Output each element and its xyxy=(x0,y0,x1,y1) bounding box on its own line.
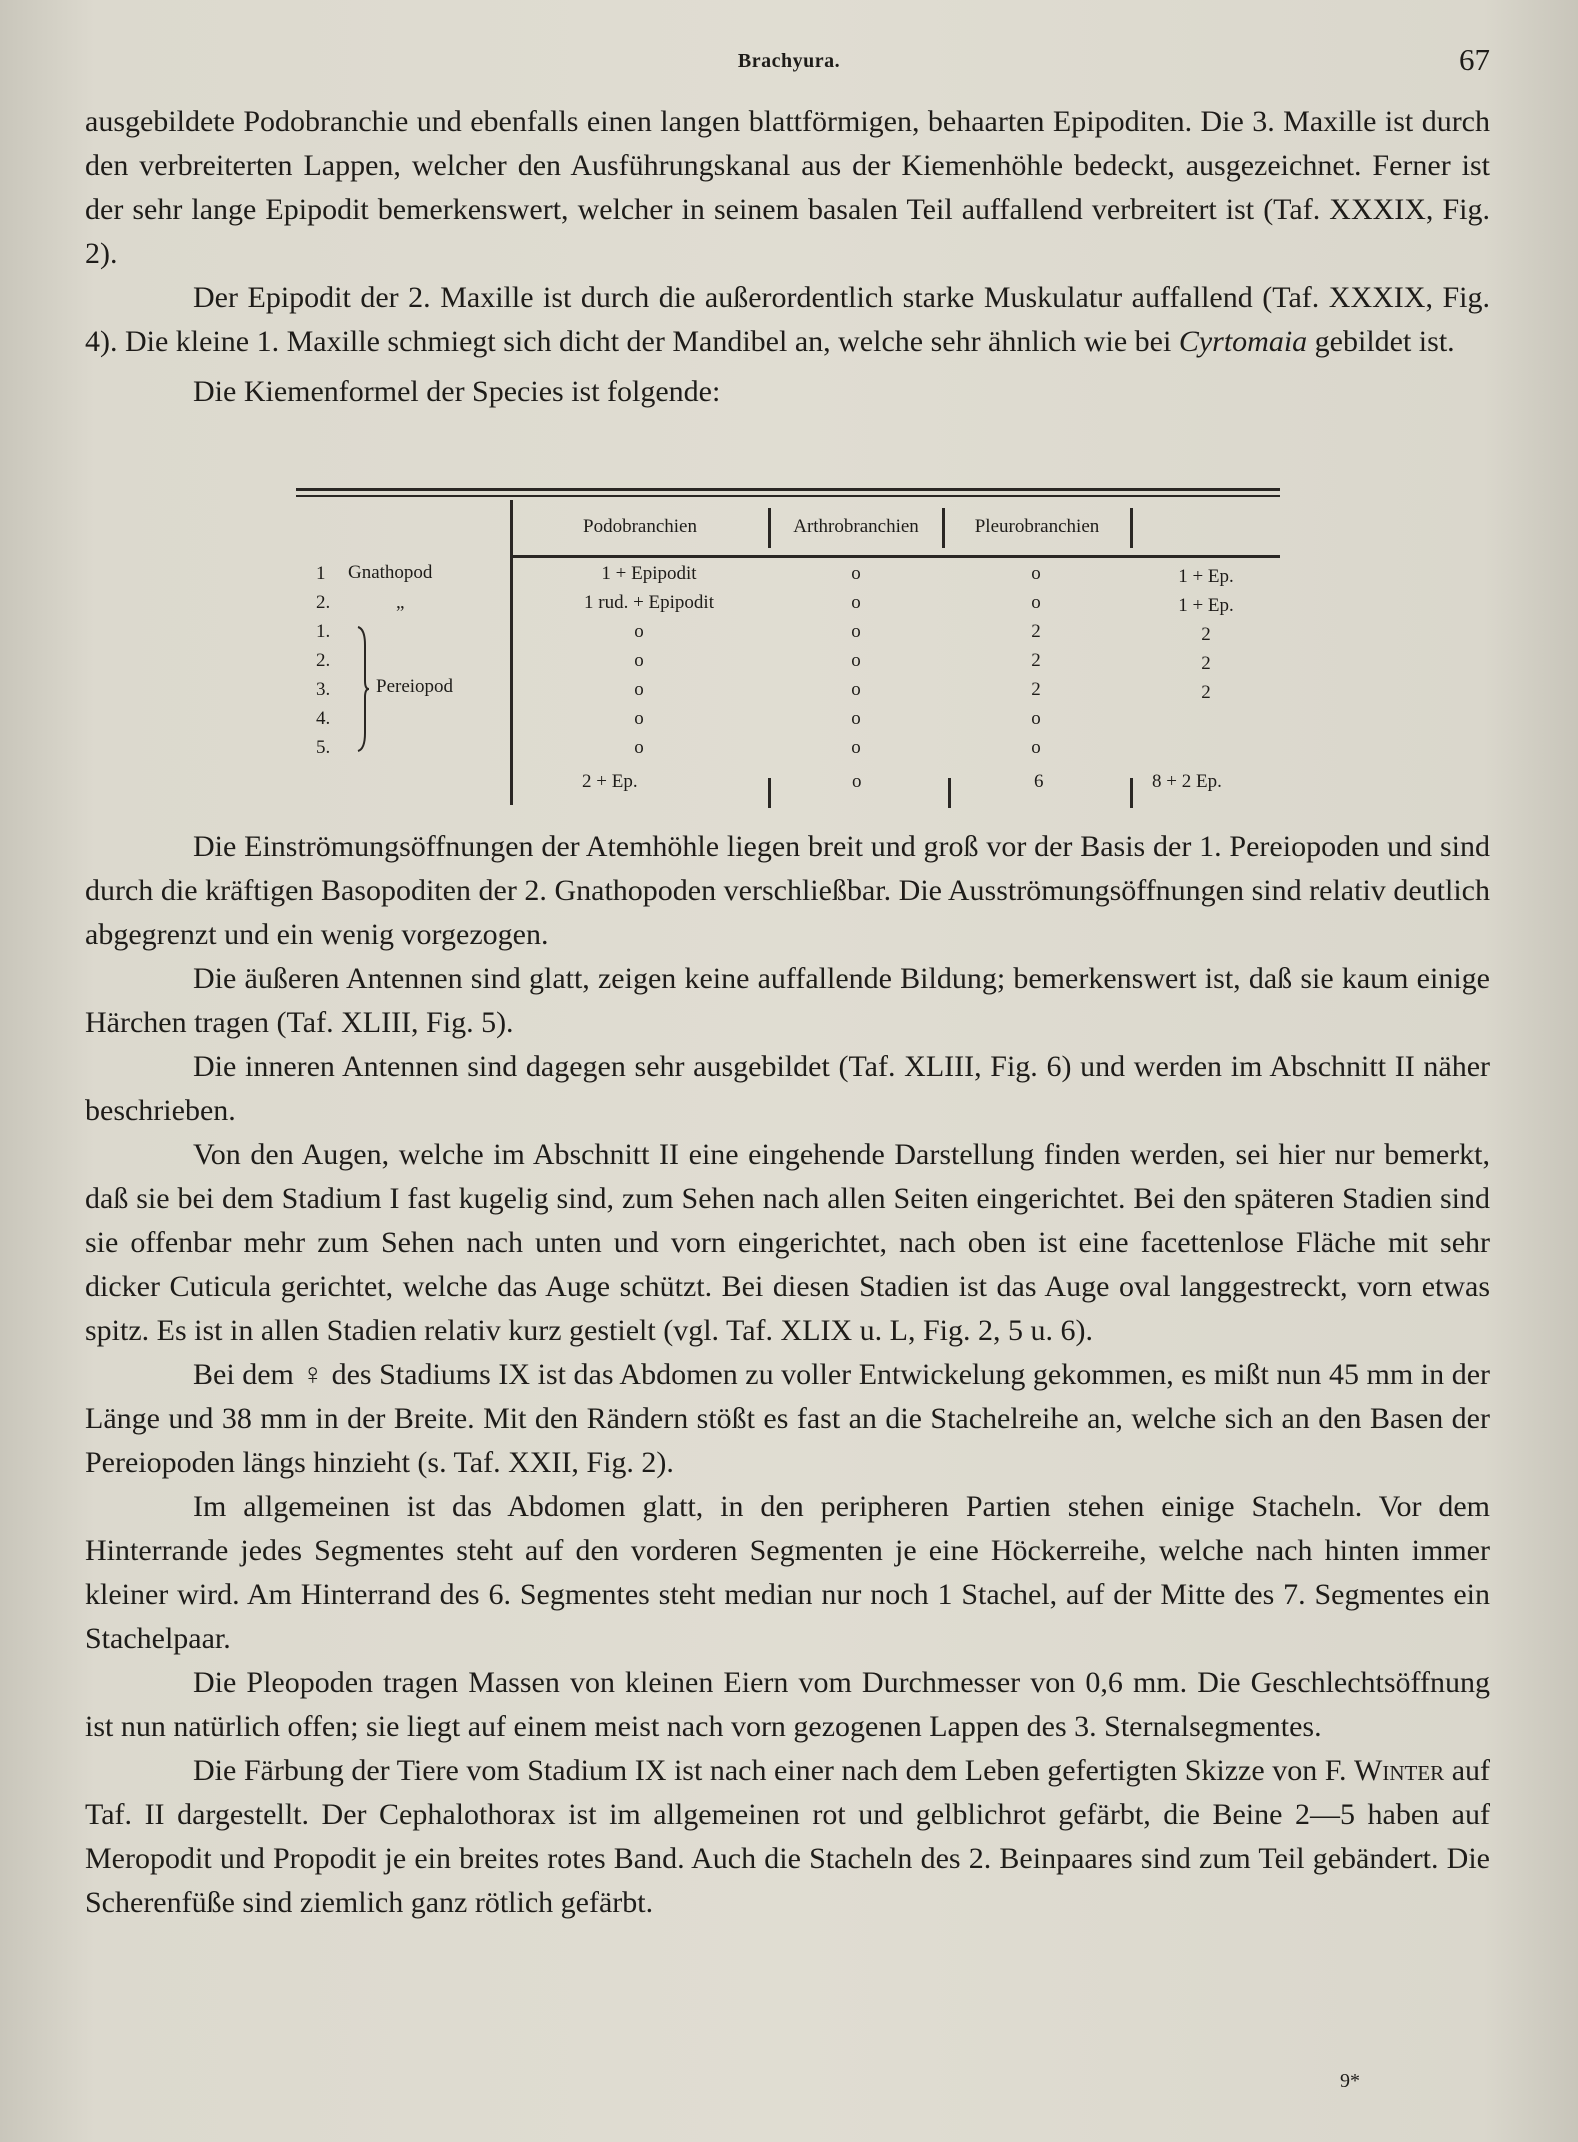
row-number: 2. xyxy=(316,592,331,613)
cell-podo: o xyxy=(634,708,644,729)
table-vline xyxy=(510,500,513,805)
row-number: 2. xyxy=(316,650,331,671)
paragraph: Die Kiemenformel der Species ist folgende: xyxy=(193,375,721,408)
sum-arthro: o xyxy=(852,771,862,792)
table-vline xyxy=(1130,778,1133,808)
row-number: 1. xyxy=(316,621,331,642)
cell-arthro: o xyxy=(851,621,861,642)
row-number: 3. xyxy=(316,679,331,700)
cell-total: 2 xyxy=(1201,653,1211,674)
paragraph xyxy=(85,1749,1490,1925)
text-block-top xyxy=(85,100,1490,414)
page-number: 67 xyxy=(1459,42,1490,77)
cell-total: 2 xyxy=(1201,624,1211,645)
paragraph: Bei dem ♀ des Stadiums IX ist das Abdomen zu voller Entwickelung gekommen, es mißt nun 45 mm in der Länge und 38 mm in der Breite. Mit den Rändern stößt es fast an die Stachelreihe an, welche sich an den Basen der Pereiopoden längs hinzieht (s. Taf. XXII, Fig. 2). xyxy=(85,1358,1490,1479)
cell-arthro: o xyxy=(851,650,861,671)
cell-total: 2 xyxy=(1201,682,1211,703)
paragraph-text: Der Epipodit der 2. Maxille ist durch die außerordentlich starke Muskulatur auffallend (Taf. XXXIX, Fig. 4). Die kleine 1. Maxille schmiegt sich dicht der Mandibel an, welche sehr ähnlich wie bei xyxy=(85,281,1490,358)
cell-total: 1 + Ep. xyxy=(1178,595,1234,616)
text-block-bottom xyxy=(85,825,1490,1925)
cell-podo: o xyxy=(634,650,644,671)
paragraph: Die Pleopoden tragen Massen von kleinen Eiern vom Durchmesser von 0,6 mm. Die Geschlechtsöffnung ist nun natürlich offen; sie liegt auf einem meist nach vorn gezogenen Lappen des 3. Sternalsegmentes. xyxy=(85,1666,1490,1743)
author-name: Winter xyxy=(1354,1754,1445,1787)
sum-pleuro: 6 xyxy=(1034,771,1044,792)
paragraph: Die äußeren Antennen sind glatt, zeigen keine auffallende Bildung; bemerkenswert ist, daß sie kaum einige Härchen tragen (Taf. XLIII, Fig. 5). xyxy=(85,962,1490,1039)
col-header-pleurobranchien: Pleurobranchien xyxy=(974,516,1100,537)
sum-podo: 2 + Ep. xyxy=(582,771,638,792)
cell-podo: 1 rud. + Epipodit xyxy=(584,592,714,613)
cell-arthro: o xyxy=(851,708,861,729)
cell-arthro: o xyxy=(851,563,861,584)
cell-total: 1 + Ep. xyxy=(1178,566,1234,587)
row-number: 5. xyxy=(316,737,331,758)
paragraph: Von den Augen, welche im Abschnitt II eine eingehende Darstellung finden werden, sei hier nur bemerkt, daß sie bei dem Stadium I fast kugelig sind, zum Sehen nach allen Seiten eingerichtet. Bei den späteren Stadien sind sie offenbar mehr zum Sehen nach unten und vorn eingerichtet, nach oben ist eine facettenlose Fläche mit sehr dicker Cuticula gerichtet, welche das Auge schützt. Bei diesen Stadien ist das Auge oval langgestreckt, vorn etwas spitz. Es ist in allen Stadien relativ kurz gestielt (vgl. Taf. XLIX u. L, Fig. 2, 5 u. 6). xyxy=(85,1138,1490,1347)
gnathopod-label: Gnathopod xyxy=(348,562,433,583)
cell-arthro: o xyxy=(851,737,861,758)
cell-pleuro: 2 xyxy=(1031,650,1041,671)
cell-podo: o xyxy=(634,679,644,700)
cell-arthro: o xyxy=(851,592,861,613)
table-rule xyxy=(512,555,1280,558)
cell-podo: 1 + Epipodit xyxy=(601,563,697,584)
table-rule xyxy=(296,495,1280,497)
paragraph-text: gebildet ist. xyxy=(1314,325,1455,358)
cell-podo: o xyxy=(634,621,644,642)
col-header-podobranchien: Podobranchien xyxy=(583,516,697,537)
cell-pleuro: 2 xyxy=(1031,679,1041,700)
col-header-arthrobranchien: Arthrobranchien xyxy=(793,516,919,537)
cell-pleuro: o xyxy=(1031,737,1041,758)
brace-icon xyxy=(356,625,370,753)
signature-mark: 9* xyxy=(1340,2070,1360,2092)
table-vline xyxy=(1130,508,1133,548)
gill-formula-table xyxy=(296,488,1280,818)
table-rule xyxy=(296,488,1280,491)
paragraph: Die inneren Antennen sind dagegen sehr ausgebildet (Taf. XLIII, Fig. 6) und werden im Abschnitt II näher beschrieben. xyxy=(85,1050,1490,1127)
cell-podo: o xyxy=(634,737,644,758)
cell-pleuro: o xyxy=(1031,708,1041,729)
cell-pleuro: 2 xyxy=(1031,621,1041,642)
cell-pleuro: o xyxy=(1031,592,1041,613)
paragraph-text: auf Taf. II dargestellt. Der Cephalothorax ist im allgemeinen rot und gelblichrot gefärbt, die Beine 2—5 haben auf Meropodit und Propodit je ein breites rotes Band. Auch die Stacheln des 2. Beinpaares sind zum Teil gebändert. Die Scherenfüße sind ziemlich ganz rötlich gefärbt. xyxy=(85,1754,1491,1919)
sum-total: 8 + 2 Ep. xyxy=(1152,771,1222,792)
running-head: Brachyura. xyxy=(737,50,841,72)
ditto-mark: „ xyxy=(396,592,405,613)
row-number: 1 xyxy=(316,563,326,584)
row-number: 4. xyxy=(316,708,331,729)
table-vline xyxy=(948,778,951,808)
paragraph-text: Die Färbung der Tiere vom Stadium IX ist nach einer nach dem Leben gefertigten Skizze von F. xyxy=(193,1754,1347,1787)
cell-arthro: o xyxy=(851,679,861,700)
genus-name: Cyrtomaia xyxy=(1178,325,1308,358)
cell-pleuro: o xyxy=(1031,563,1041,584)
paragraph: ausgebildete Podobranchie und ebenfalls einen langen blattförmigen, behaarten Epipoditen. Die 3. Maxille ist durch den verbreiterten Lappen, welcher den Ausführungskanal aus der Kiemenhöhle bedeckt, ausgezeichnet. Ferner ist der sehr lange Epipodit bemerkenswert, welcher in seinem basalen Teil auffallend verbreitert ist (Taf. XXXIX, Fig. 2). xyxy=(85,105,1490,270)
page-header xyxy=(0,42,1578,82)
paragraph: Die Einströmungsöffnungen der Atemhöhle liegen breit und groß vor der Basis der 1. Pereiopoden und sind durch die kräftigen Basopoditen der 2. Gnathopoden verschließbar. Die Ausströmungsöffnungen sind relativ deutlich abgegrenzt und ein wenig vorgezogen. xyxy=(85,830,1490,951)
paragraph xyxy=(85,276,1490,364)
pereiopod-label: Pereiopod xyxy=(376,676,454,697)
table-vline xyxy=(768,778,771,808)
paragraph: Im allgemeinen ist das Abdomen glatt, in den peripheren Partien stehen einige Stacheln. Vor dem Hinterrande jedes Segmentes steht auf den vorderen Segmenten je eine Höckerreihe, welche nach hinten immer kleiner wird. Am Hinterrand des 6. Segmentes steht median nur noch 1 Stachel, auf der Mitte des 7. Segmentes ein Stachelpaar. xyxy=(85,1490,1490,1655)
